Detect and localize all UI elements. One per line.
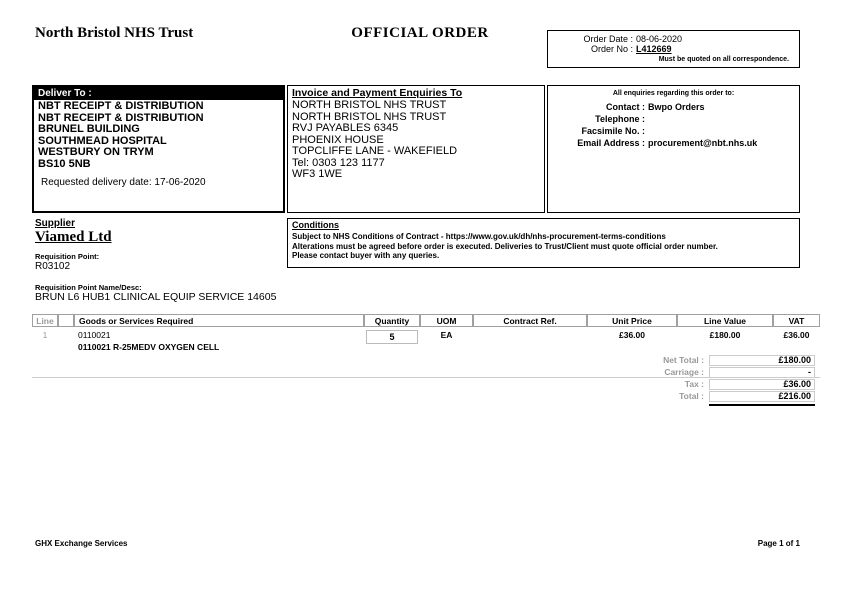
email-label: Email Address : <box>577 138 645 148</box>
total-rule <box>709 404 815 406</box>
row-line-number: 1 <box>42 330 48 340</box>
supplier-name: Viamed Ltd <box>35 229 112 245</box>
invoice-line: NORTH BRISTOL NHS TRUST <box>292 99 447 111</box>
order-note: Must be quoted on all correspondence. <box>658 56 789 63</box>
order-no-label: Order No : <box>590 44 633 54</box>
net-total-label: Net Total : <box>663 355 704 365</box>
col-header-line: Line <box>32 314 58 327</box>
invoice-enquiries-title: Invoice and Payment Enquiries To <box>292 87 463 99</box>
order-date-value: 08-06-2020 <box>636 34 683 44</box>
carriage-row <box>560 367 820 378</box>
conditions-box <box>287 218 800 268</box>
deliver-to-line: NBT RECEIPT & DISTRIBUTION <box>38 100 204 112</box>
col-header-contract-ref: Contract Ref. <box>473 314 587 327</box>
deliver-to-line: BRUNEL BUILDING <box>38 123 140 135</box>
trust-name: North Bristol NHS Trust <box>35 25 194 41</box>
email-value: procurement@nbt.nhs.uk <box>648 138 758 148</box>
grand-total-label: Total : <box>679 391 704 401</box>
row-spacer <box>58 330 74 353</box>
facsimile-value <box>648 125 799 137</box>
enquiries-email-row <box>548 137 799 149</box>
page-number: Page 1 of 1 <box>757 539 800 548</box>
invoice-line: Tel: 0303 123 1177 <box>292 156 385 169</box>
col-header-quantity: Quantity <box>364 314 420 327</box>
telephone-value <box>648 113 799 125</box>
grand-total-row <box>560 391 820 402</box>
item-code: 0110021 <box>78 330 111 340</box>
order-table-header <box>32 314 820 327</box>
enquiries-heading: All enquiries regarding this order to: <box>612 90 735 97</box>
conditions-line: Please contact buyer with any queries. <box>292 251 440 260</box>
row-vat: £36.00 <box>783 330 810 340</box>
requisition-point-label: Requisition Point: <box>35 252 100 261</box>
row-goods-description <box>74 330 364 353</box>
invoice-address <box>292 100 540 181</box>
tax-label: Tax : <box>684 379 704 389</box>
carriage-label: Carriage : <box>664 367 704 377</box>
quantity-field: 5 <box>366 330 418 344</box>
deliver-to-header: Deliver To : <box>34 87 283 100</box>
row-line-value: £180.00 <box>709 330 741 340</box>
conditions-text <box>292 232 795 261</box>
deliver-to-line: NBT RECEIPT & DISTRIBUTION <box>38 111 204 124</box>
totals-section <box>560 355 820 406</box>
requisition-name-label: Requisition Point Name/Desc: <box>35 283 142 292</box>
col-header-unit-price: Unit Price <box>587 314 677 327</box>
footer-service-name: GHX Exchange Services <box>35 539 128 548</box>
table-row <box>32 327 820 353</box>
enquiries-contact-row <box>548 101 799 113</box>
row-contract-ref <box>473 330 587 353</box>
requested-delivery-date: Requested delivery date: 17-06-2020 <box>41 177 206 188</box>
col-header-goods: Goods or Services Required <box>74 314 364 327</box>
invoice-line: TOPCLIFFE LANE - WAKEFIELD <box>292 145 458 157</box>
contact-label: Contact : <box>606 102 645 112</box>
deliver-to-line: WESTBURY ON TRYM <box>38 146 154 158</box>
col-header-uom: UOM <box>420 314 473 327</box>
tax-row <box>560 379 820 390</box>
invoice-line: NORTH BRISTOL NHS TRUST <box>292 110 447 123</box>
supplier-label: Supplier <box>35 218 76 229</box>
contact-value: Bwpo Orders <box>648 102 705 112</box>
order-no-row <box>548 44 799 54</box>
order-info-box <box>547 30 800 68</box>
row-quantity-cell <box>364 330 420 353</box>
row-uom: EA <box>440 330 453 340</box>
order-date-row <box>548 34 799 44</box>
requisition-name-value: BRUN L6 HUB1 CLINICAL EQUIP SERVICE 14605 <box>35 291 277 303</box>
enquiries-telephone-row <box>548 113 799 125</box>
deliver-to-box <box>32 85 285 213</box>
tax-value: £36.00 <box>709 379 815 390</box>
deliver-to-address <box>34 100 283 170</box>
order-date-label: Order Date : <box>583 34 633 44</box>
deliver-to-line: BS10 5NB <box>38 157 91 170</box>
deliver-to-line: SOUTHMEAD HOSPITAL <box>38 134 167 147</box>
enquiries-facsimile-row <box>548 125 799 137</box>
conditions-title: Conditions <box>292 220 339 230</box>
col-header-line-value: Line Value <box>677 314 773 327</box>
conditions-line: Alterations must be agreed before order is executed. Deliveries to Trust/Client must quote official order number. <box>292 241 718 251</box>
row-unit-price: £36.00 <box>619 330 645 340</box>
invoice-line: WF3 1WE <box>292 168 343 180</box>
carriage-value: - <box>709 367 815 378</box>
col-header-vat: VAT <box>773 314 820 327</box>
order-enquiries-box <box>547 85 800 213</box>
conditions-line: Subject to NHS Conditions of Contract - https://www.gov.uk/dh/nhs-procurement-terms-conditions <box>292 232 666 241</box>
invoice-line: RVJ PAYABLES 6345 <box>292 122 399 134</box>
invoice-line: PHOENIX HOUSE <box>292 133 384 146</box>
document-title: OFFICIAL ORDER <box>351 25 489 41</box>
requisition-point-value: R03102 <box>35 261 71 272</box>
net-total-row <box>560 355 820 366</box>
telephone-label: Telephone : <box>595 114 645 124</box>
net-total-value: £180.00 <box>709 355 815 366</box>
invoice-enquiries-box <box>287 85 545 213</box>
facsimile-label: Facsimile No. : <box>581 126 645 136</box>
order-no-value: L412669 <box>636 44 672 54</box>
item-description: 0110021 R-25MEDV OXYGEN CELL <box>78 342 220 352</box>
col-header-spacer <box>58 314 74 327</box>
grand-total-value: £216.00 <box>709 391 815 402</box>
